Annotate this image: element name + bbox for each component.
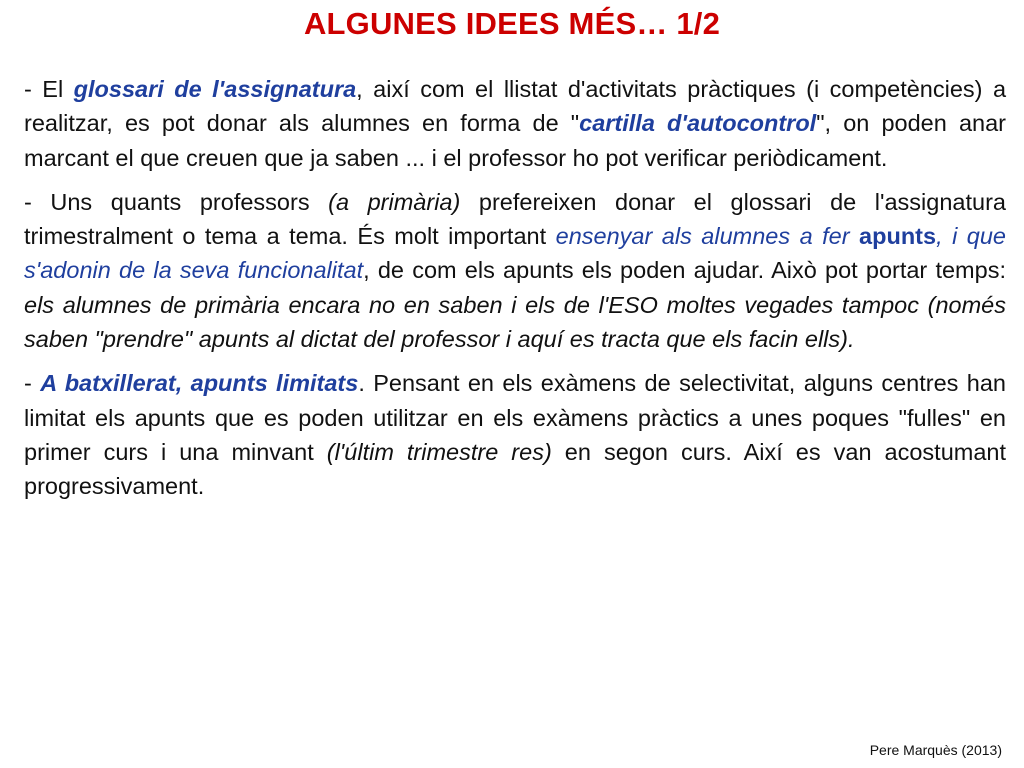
text-segment: , de com els apunts els poden ajudar. Això pot portar temps: (363, 257, 1006, 284)
text-segment: , i que s'adonin de la seva funcionalitat (24, 223, 1006, 284)
text-segment: (a primària) (328, 188, 461, 215)
text-segment: glossari de l'assignatura (73, 76, 357, 102)
author-footer: Pere Marquès (2013) (869, 742, 1002, 758)
text-segment: ", on poden anar marcant el que creuen que ja saben ... i el professor ho pot verificar periòdicament. (24, 110, 1006, 171)
text-segment: en segon curs. Així es van acostumant progressivament. (24, 438, 1007, 500)
text-segment: , així com el llistat d'activitats pràctiques (i competències) a realitzar, es pot donar als alumnes en forma de " (24, 76, 1007, 137)
text-segment: - (24, 370, 41, 397)
text-segment: cartilla d'autocontrol (579, 110, 817, 137)
text-segment: ensenyar als alumnes a fer (555, 223, 860, 250)
text-segment: els alumnes de primària encara no en saben i els de l'ESO moltes vegades tampoc (només saben "prendre" apunts al dictat del professor i aquí es tracta que els facin ells). (24, 291, 1006, 353)
text-segment: A batxillerat, apunts limitats (40, 370, 359, 397)
text-segment: (l'últim trimestre res) (326, 438, 552, 465)
text-segment: - Uns quants professors (24, 188, 329, 215)
paragraph-2 (24, 185, 1006, 356)
paragraph-1 (24, 72, 1006, 175)
text-segment: apunts (859, 223, 937, 250)
text-segment: - El (24, 76, 74, 102)
text-segment: . Pensant en els exàmens de selectivitat, alguns centres han limitat els apunts que es poden utilitzar en els exàmens pràctics a unes poques "fulles" en primer curs i una minvant (24, 370, 1006, 465)
paragraph-3 (24, 366, 1006, 503)
slide-title: ALGUNES IDEES MÉS… 1/2 (303, 6, 721, 41)
slide-body (24, 72, 1006, 514)
text-segment: prefereixen donar el glossari de l'assignatura trimestralment o tema a tema. És molt important (24, 188, 1006, 250)
